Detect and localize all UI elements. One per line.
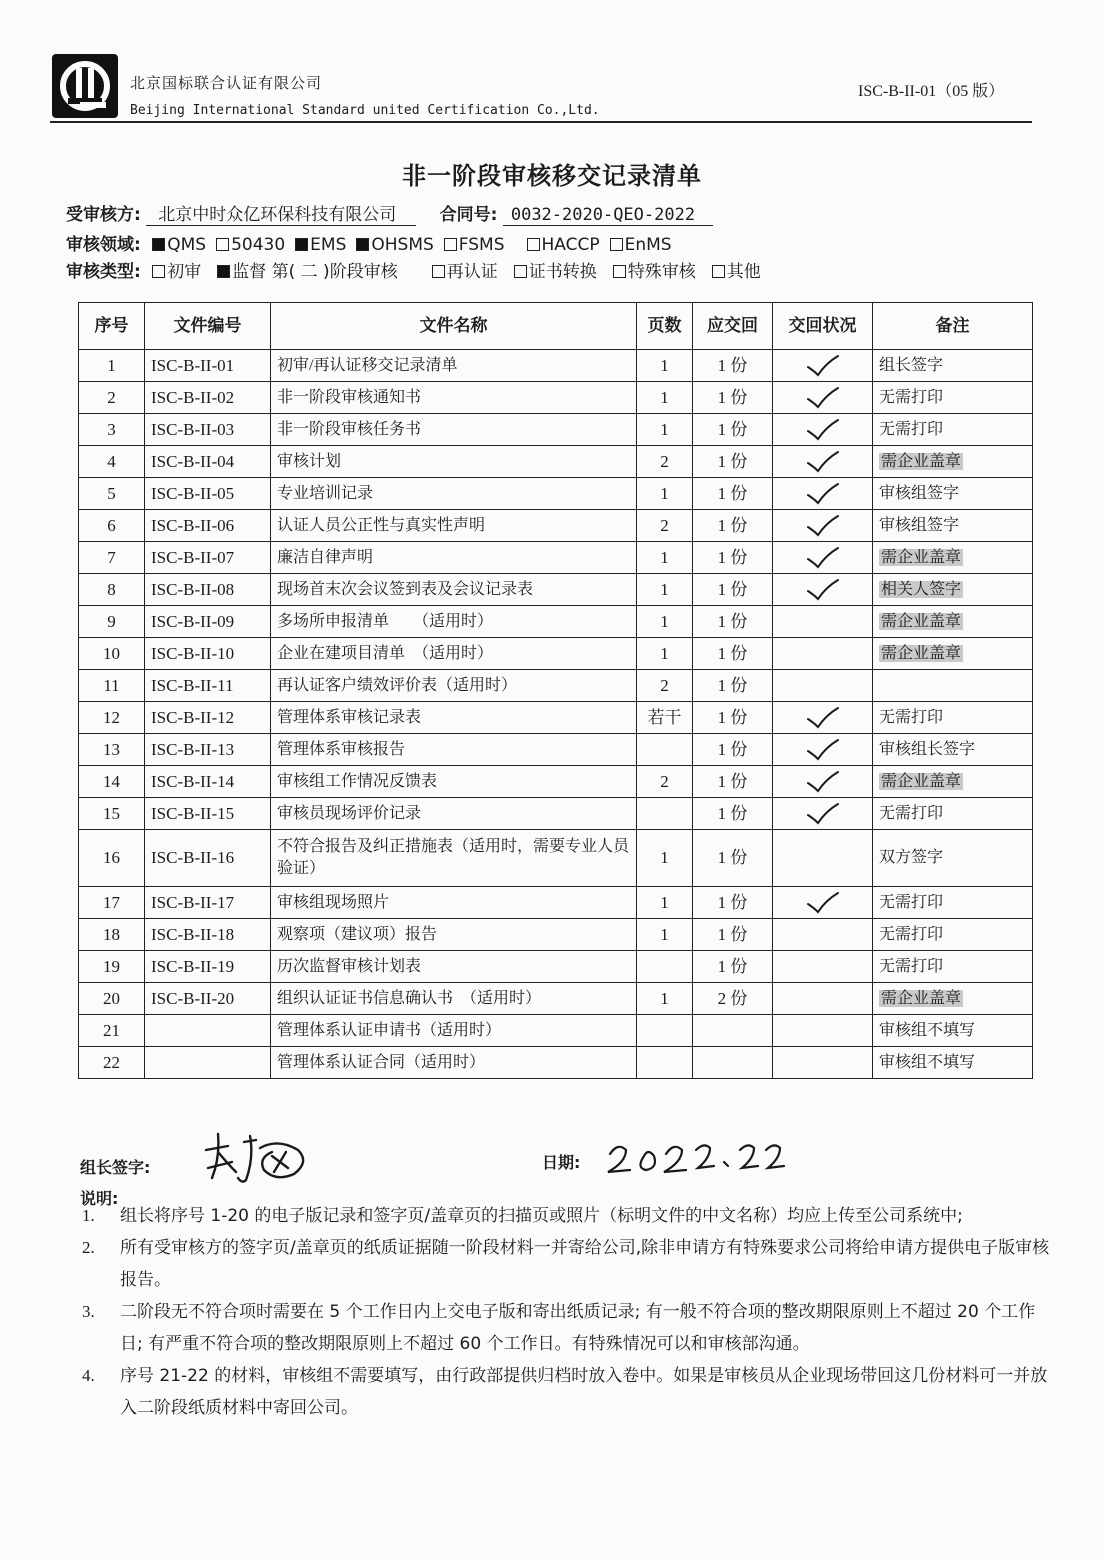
unchecked-box-icon xyxy=(712,265,725,278)
unchecked-box-icon xyxy=(610,238,623,251)
table-row xyxy=(79,1015,1033,1047)
cell-status xyxy=(773,382,873,414)
col-header-name: 文件名称 xyxy=(271,303,637,350)
handwritten-date xyxy=(600,1132,790,1184)
type-option xyxy=(426,262,498,282)
cell-name: 审核组工作情况反馈表 xyxy=(271,766,637,798)
cell-code: ISC-B-II-10 xyxy=(145,638,271,670)
table-row xyxy=(79,638,1033,670)
cell-note xyxy=(873,510,1033,542)
cell-code: ISC-B-II-08 xyxy=(145,574,271,606)
cell-no: 14 xyxy=(79,766,145,798)
contract-label: 合同号: xyxy=(439,205,498,225)
cell-code: ISC-B-II-06 xyxy=(145,510,271,542)
cell-note xyxy=(873,638,1033,670)
table-row xyxy=(79,350,1033,382)
cell-note xyxy=(873,798,1033,830)
cell-code: ISC-B-II-03 xyxy=(145,414,271,446)
cell-status xyxy=(773,670,873,702)
cell-note xyxy=(873,382,1033,414)
cell-code xyxy=(145,1015,271,1047)
audit-type-label: 审核类型: xyxy=(66,262,141,282)
field-option xyxy=(521,235,600,255)
field-option-label: 50430 xyxy=(231,235,286,255)
cell-pages xyxy=(637,951,693,983)
cell-name: 廉洁自律声明 xyxy=(271,542,637,574)
contract-value: 0032-2020-QEO-2022 xyxy=(503,205,713,226)
cell-code: ISC-B-II-16 xyxy=(145,830,271,887)
field-option-label: OHSMS xyxy=(371,235,434,255)
table-row xyxy=(79,574,1033,606)
cell-status xyxy=(773,606,873,638)
note-text: 无需打印 xyxy=(879,925,944,943)
table-row xyxy=(79,542,1033,574)
table-header-row xyxy=(79,303,1033,350)
checkmark-icon xyxy=(779,890,866,916)
cell-status xyxy=(773,983,873,1015)
cell-pages xyxy=(637,734,693,766)
cell-note xyxy=(873,734,1033,766)
note-item xyxy=(80,1296,1050,1360)
cell-no: 1 xyxy=(79,350,145,382)
cell-pages: 1 xyxy=(637,574,693,606)
cell-status xyxy=(773,951,873,983)
leader-signature-label: 组长签字: xyxy=(80,1158,151,1177)
cell-status xyxy=(773,446,873,478)
checkmark-icon xyxy=(779,545,866,571)
type-option xyxy=(508,262,597,282)
type-option xyxy=(607,262,696,282)
cell-name: 管理体系审核报告 xyxy=(271,734,637,766)
cell-note xyxy=(873,1047,1033,1079)
cell-note xyxy=(873,478,1033,510)
cell-note xyxy=(873,983,1033,1015)
col-header-code: 文件编号 xyxy=(145,303,271,350)
checkmark-icon xyxy=(779,513,866,539)
cell-no: 12 xyxy=(79,702,145,734)
leader-signature xyxy=(198,1128,318,1192)
cell-status xyxy=(773,574,873,606)
table-row xyxy=(79,734,1033,766)
note-number: 1. xyxy=(82,1206,95,1225)
cell-code: ISC-B-II-17 xyxy=(145,887,271,919)
note-text: 二阶段无不符合项时需要在 5 个工作日内上交电子版和寄出纸质记录; 有一般不符合项的整改期限原则上不超过 20 个工作日; 有严重不符合项的整改期限原则上不超过 60 个工作日。有特殊情况可以和审核部沟通。 xyxy=(120,1302,1036,1354)
cell-note xyxy=(873,919,1033,951)
auditee-line xyxy=(66,200,713,225)
note-text: 无需打印 xyxy=(879,708,944,726)
col-header-pages: 页数 xyxy=(637,303,693,350)
cell-name: 现场首末次会议签到表及会议记录表 xyxy=(271,574,637,606)
unchecked-box-icon xyxy=(527,238,540,251)
type-option-label: 再认证 xyxy=(446,262,498,282)
cell-pages: 1 xyxy=(637,830,693,887)
cell-name: 审核组现场照片 xyxy=(271,887,637,919)
unchecked-box-icon xyxy=(613,265,626,278)
cell-name: 观察项（建议项）报告 xyxy=(271,919,637,951)
note-item xyxy=(80,1200,1050,1232)
type-option-label: 监督 第( 二 )阶段审核 xyxy=(232,262,398,282)
table-row xyxy=(79,798,1033,830)
checkmark-icon xyxy=(779,737,866,763)
cell-copies: 1 份 xyxy=(693,414,773,446)
note-text: 需企业盖章 xyxy=(881,644,962,662)
audit-field-options xyxy=(146,235,675,255)
company-logo xyxy=(50,52,120,120)
note-text: 审核组签字 xyxy=(879,484,960,502)
checked-box-icon xyxy=(295,238,308,251)
type-option xyxy=(211,262,397,282)
cell-copies: 1 份 xyxy=(693,766,773,798)
cell-note xyxy=(873,830,1033,887)
table-row xyxy=(79,983,1033,1015)
cell-code: ISC-B-II-14 xyxy=(145,766,271,798)
cell-name: 非一阶段审核任务书 xyxy=(271,414,637,446)
cell-note xyxy=(873,542,1033,574)
cell-status xyxy=(773,919,873,951)
cell-copies: 1 份 xyxy=(693,670,773,702)
field-option xyxy=(604,235,672,255)
auditee-value: 北京中时众亿环保科技有限公司 xyxy=(146,205,416,226)
cell-status xyxy=(773,510,873,542)
cell-code: ISC-B-II-09 xyxy=(145,606,271,638)
cell-pages: 1 xyxy=(637,606,693,638)
cell-name: 多场所申报清单 （适用时） xyxy=(271,606,637,638)
cell-name: 再认证客户绩效评价表（适用时） xyxy=(271,670,637,702)
note-number: 2. xyxy=(82,1238,95,1257)
cell-code: ISC-B-II-15 xyxy=(145,798,271,830)
cell-note xyxy=(873,1015,1033,1047)
cell-code: ISC-B-II-01 xyxy=(145,350,271,382)
cell-pages xyxy=(637,1015,693,1047)
type-option-label: 其他 xyxy=(726,262,761,282)
field-option-label: FSMS xyxy=(458,235,505,255)
field-option xyxy=(438,235,505,255)
cell-note xyxy=(873,951,1033,983)
cell-name: 组织认证证书信息确认书 （适用时） xyxy=(271,983,637,1015)
cell-pages: 1 xyxy=(637,638,693,670)
cell-pages: 1 xyxy=(637,382,693,414)
note-text: 需企业盖章 xyxy=(881,772,962,790)
cell-no: 2 xyxy=(79,382,145,414)
table-row xyxy=(79,919,1033,951)
company-name-en: Beijing International Standard united Certification Co.,Ltd. xyxy=(130,103,600,118)
type-option-label: 证书转换 xyxy=(528,262,597,282)
unchecked-box-icon xyxy=(432,265,445,278)
cell-status xyxy=(773,734,873,766)
header-divider xyxy=(50,121,1032,123)
field-option-label: EnMS xyxy=(624,235,672,255)
cell-pages: 1 xyxy=(637,919,693,951)
field-option-label: EMS xyxy=(310,235,347,255)
cell-name: 审核计划 xyxy=(271,446,637,478)
cell-code: ISC-B-II-20 xyxy=(145,983,271,1015)
note-text: 所有受审核方的签字页/盖章页的纸质证据随一阶段材料一并寄给公司,除非申请方有特殊要求公司将给申请方提供电子版审核报告。 xyxy=(120,1238,1050,1290)
col-header-copies: 应交回 xyxy=(693,303,773,350)
cell-name: 不符合报告及纠正措施表（适用时，需要专业人员验证） xyxy=(271,830,637,887)
note-text: 序号 21-22 的材料，审核组不需要填写，由行政部提供归档时放入卷中。如果是审核员从企业现场带回这几份材料可一并放入二阶段纸质材料中寄回公司。 xyxy=(120,1366,1048,1418)
cell-pages: 1 xyxy=(637,350,693,382)
col-header-note: 备注 xyxy=(873,303,1033,350)
table-row xyxy=(79,414,1033,446)
note-text: 无需打印 xyxy=(879,388,944,406)
cell-copies: 1 份 xyxy=(693,702,773,734)
cell-status xyxy=(773,638,873,670)
table-row xyxy=(79,702,1033,734)
cell-copies: 1 份 xyxy=(693,951,773,983)
cell-status xyxy=(773,542,873,574)
cell-pages: 若干 xyxy=(637,702,693,734)
checkmark-icon xyxy=(779,449,866,475)
cell-pages: 2 xyxy=(637,670,693,702)
cell-copies: 1 份 xyxy=(693,830,773,887)
cell-status xyxy=(773,798,873,830)
unchecked-box-icon xyxy=(514,265,527,278)
cell-note xyxy=(873,702,1033,734)
type-option xyxy=(146,262,201,282)
audit-type-line xyxy=(66,257,771,282)
note-text: 无需打印 xyxy=(879,957,944,975)
cell-name: 非一阶段审核通知书 xyxy=(271,382,637,414)
cell-code xyxy=(145,1047,271,1079)
cell-copies: 1 份 xyxy=(693,510,773,542)
cell-status xyxy=(773,702,873,734)
cell-copies: 1 份 xyxy=(693,919,773,951)
cell-code: ISC-B-II-02 xyxy=(145,382,271,414)
table-row xyxy=(79,887,1033,919)
cell-code: ISC-B-II-19 xyxy=(145,951,271,983)
cell-copies: 1 份 xyxy=(693,542,773,574)
note-item xyxy=(80,1232,1050,1296)
cell-copies: 2 份 xyxy=(693,983,773,1015)
cell-code: ISC-B-II-05 xyxy=(145,478,271,510)
note-text: 审核组不填写 xyxy=(879,1053,976,1071)
cell-pages: 1 xyxy=(637,542,693,574)
note-text: 双方签字 xyxy=(879,849,944,866)
table-row xyxy=(79,830,1033,887)
col-header-status: 交回状况 xyxy=(773,303,873,350)
table-row xyxy=(79,382,1033,414)
transfer-record-table xyxy=(78,302,1033,1079)
note-text: 组长签字 xyxy=(879,356,944,374)
cell-copies: 1 份 xyxy=(693,382,773,414)
cell-copies: 1 份 xyxy=(693,798,773,830)
field-option xyxy=(289,235,346,255)
note-text: 相关人签字 xyxy=(881,580,962,598)
cell-status xyxy=(773,830,873,887)
cell-copies: 1 份 xyxy=(693,638,773,670)
table-row xyxy=(79,446,1033,478)
audit-field-label: 审核领域: xyxy=(66,235,141,255)
checkmark-icon xyxy=(779,801,866,827)
checkmark-icon xyxy=(779,385,866,411)
cell-pages: 1 xyxy=(637,983,693,1015)
cell-copies xyxy=(693,1015,773,1047)
field-option xyxy=(210,235,285,255)
cell-name: 企业在建项目清单 （适用时） xyxy=(271,638,637,670)
cell-pages: 1 xyxy=(637,478,693,510)
note-text: 需企业盖章 xyxy=(881,612,962,630)
cell-status xyxy=(773,1015,873,1047)
cell-copies: 1 份 xyxy=(693,887,773,919)
checked-box-icon xyxy=(356,238,369,251)
document-code: ISC-B-II-01（05 版） xyxy=(858,83,1005,100)
cell-name: 专业培训记录 xyxy=(271,478,637,510)
cell-code: ISC-B-II-04 xyxy=(145,446,271,478)
cell-note xyxy=(873,350,1033,382)
checked-box-icon xyxy=(217,265,230,278)
cell-no: 20 xyxy=(79,983,145,1015)
cell-name: 认证人员公正性与真实性声明 xyxy=(271,510,637,542)
cell-pages: 2 xyxy=(637,510,693,542)
cell-no: 13 xyxy=(79,734,145,766)
cell-no: 5 xyxy=(79,478,145,510)
cell-note xyxy=(873,766,1033,798)
cell-no: 4 xyxy=(79,446,145,478)
field-option-label: HACCP xyxy=(541,235,600,255)
cell-no: 22 xyxy=(79,1047,145,1079)
cell-copies: 1 份 xyxy=(693,446,773,478)
note-text: 无需打印 xyxy=(879,804,944,822)
auditee-label: 受审核方: xyxy=(66,205,141,225)
date-label: 日期: xyxy=(542,1153,581,1172)
note-number: 4. xyxy=(82,1366,95,1385)
cell-note xyxy=(873,574,1033,606)
cell-no: 15 xyxy=(79,798,145,830)
cell-copies: 1 份 xyxy=(693,478,773,510)
table-row xyxy=(79,1047,1033,1079)
cell-note xyxy=(873,446,1033,478)
note-item xyxy=(80,1360,1050,1424)
cell-pages: 1 xyxy=(637,414,693,446)
checkmark-icon xyxy=(779,417,866,443)
unchecked-box-icon xyxy=(444,238,457,251)
cell-no: 10 xyxy=(79,638,145,670)
cell-note xyxy=(873,414,1033,446)
field-option xyxy=(350,235,433,255)
cell-status xyxy=(773,1047,873,1079)
checkmark-icon xyxy=(779,769,866,795)
note-text: 组长将序号 1-20 的电子版记录和签字页/盖章页的扫描页或照片（标明文件的中文名称）均应上传至公司系统中; xyxy=(120,1206,963,1226)
note-number: 3. xyxy=(82,1302,95,1321)
cell-status xyxy=(773,766,873,798)
cell-no: 11 xyxy=(79,670,145,702)
checkmark-icon xyxy=(779,577,866,603)
cell-pages xyxy=(637,798,693,830)
cell-note xyxy=(873,887,1033,919)
cell-copies: 1 份 xyxy=(693,606,773,638)
cell-no: 3 xyxy=(79,414,145,446)
cell-copies xyxy=(693,1047,773,1079)
checkmark-icon xyxy=(779,481,866,507)
cell-code: ISC-B-II-12 xyxy=(145,702,271,734)
cell-no: 17 xyxy=(79,887,145,919)
cell-no: 6 xyxy=(79,510,145,542)
checked-box-icon xyxy=(152,238,165,251)
unchecked-box-icon xyxy=(216,238,229,251)
cell-copies: 1 份 xyxy=(693,734,773,766)
cell-pages xyxy=(637,1047,693,1079)
cell-name: 历次监督审核计划表 xyxy=(271,951,637,983)
company-name-cn: 北京国标联合认证有限公司 xyxy=(130,74,323,92)
cell-no: 18 xyxy=(79,919,145,951)
note-text: 需企业盖章 xyxy=(881,548,962,566)
cell-name: 初审/再认证移交记录清单 xyxy=(271,350,637,382)
cell-name: 审核员现场评价记录 xyxy=(271,798,637,830)
audit-field-line xyxy=(66,230,676,255)
cell-no: 7 xyxy=(79,542,145,574)
unchecked-box-icon xyxy=(152,265,165,278)
table-row xyxy=(79,951,1033,983)
field-option xyxy=(146,235,206,255)
cell-status xyxy=(773,350,873,382)
note-text: 审核组长签字 xyxy=(879,740,976,758)
cell-copies: 1 份 xyxy=(693,574,773,606)
cell-pages: 1 xyxy=(637,887,693,919)
cell-name: 管理体系认证申请书（适用时） xyxy=(271,1015,637,1047)
type-option-label: 特殊审核 xyxy=(627,262,696,282)
cell-no: 19 xyxy=(79,951,145,983)
form-title: 非一阶段审核移交记录清单 xyxy=(402,162,702,190)
note-text: 无需打印 xyxy=(879,893,944,911)
cell-pages: 2 xyxy=(637,446,693,478)
cell-no: 21 xyxy=(79,1015,145,1047)
cell-code: ISC-B-II-11 xyxy=(145,670,271,702)
notes-label: 说明: xyxy=(80,1189,119,1208)
cell-copies: 1 份 xyxy=(693,350,773,382)
audit-type-options xyxy=(146,262,770,282)
table-row xyxy=(79,766,1033,798)
cell-no: 16 xyxy=(79,830,145,887)
field-option-label: QMS xyxy=(167,235,207,255)
cell-note xyxy=(873,670,1033,702)
table-row xyxy=(79,670,1033,702)
table-row xyxy=(79,510,1033,542)
type-option xyxy=(706,262,761,282)
checkmark-icon xyxy=(779,705,866,731)
cell-status xyxy=(773,414,873,446)
note-text: 需企业盖章 xyxy=(881,989,962,1007)
cell-code: ISC-B-II-13 xyxy=(145,734,271,766)
cell-note xyxy=(873,606,1033,638)
cell-name: 管理体系审核记录表 xyxy=(271,702,637,734)
cell-status xyxy=(773,478,873,510)
note-text: 审核组不填写 xyxy=(879,1021,976,1039)
cell-code: ISC-B-II-07 xyxy=(145,542,271,574)
col-header-no: 序号 xyxy=(79,303,145,350)
checkmark-icon xyxy=(779,353,866,379)
note-text: 无需打印 xyxy=(879,420,944,438)
notes-list xyxy=(80,1200,1050,1424)
cell-code: ISC-B-II-18 xyxy=(145,919,271,951)
cell-status xyxy=(773,887,873,919)
cell-no: 9 xyxy=(79,606,145,638)
note-text: 审核组签字 xyxy=(879,516,960,534)
table-row xyxy=(79,606,1033,638)
cell-name: 管理体系认证合同（适用时） xyxy=(271,1047,637,1079)
type-option-label: 初审 xyxy=(167,262,202,282)
note-text: 需企业盖章 xyxy=(881,452,962,470)
cell-no: 8 xyxy=(79,574,145,606)
cell-pages: 2 xyxy=(637,766,693,798)
table-row xyxy=(79,478,1033,510)
